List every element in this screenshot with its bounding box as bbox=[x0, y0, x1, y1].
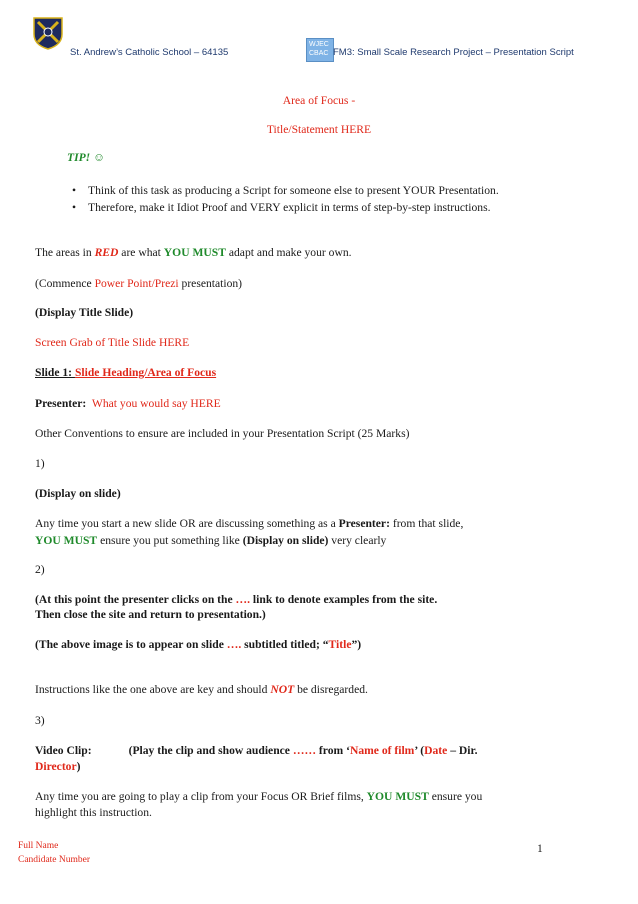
tip-label: TIP! ☺ bbox=[67, 151, 105, 164]
tip-bullet-1-text: Think of this task as producing a Script for someone else to present YOUR Presentation. bbox=[88, 184, 499, 197]
other-conventions-line: Other Conventions to ensure are included in your Presentation Script (25 Marks) bbox=[35, 427, 410, 440]
bullet-icon: • bbox=[72, 184, 77, 197]
item-number-2: 2) bbox=[35, 563, 45, 576]
commence-presentation-line bbox=[35, 276, 242, 291]
you-must-keyword: YOU MUST bbox=[366, 790, 429, 803]
text-run: ensure you put something like bbox=[97, 534, 243, 547]
text-run: link to denote examples from the site. bbox=[250, 593, 438, 606]
text-run: ensure you bbox=[428, 790, 483, 803]
text-run: ’ ( bbox=[414, 744, 425, 757]
presenter-clicks-line2: Then close the site and return to presentation.) bbox=[35, 608, 266, 621]
red-text: Power Point/Prezi bbox=[94, 277, 179, 290]
presenter-label: Presenter: bbox=[338, 517, 390, 530]
red-text: Title bbox=[328, 638, 352, 651]
intro-paragraph bbox=[35, 245, 352, 260]
slide-1-heading bbox=[35, 365, 216, 380]
new-slide-instruction-line1 bbox=[35, 516, 463, 531]
text-run: are what bbox=[118, 246, 164, 259]
new-slide-instruction-line2 bbox=[35, 533, 386, 548]
school-crest-logo bbox=[33, 16, 63, 50]
item-number-1: 1) bbox=[35, 457, 45, 470]
text-run: from ‘ bbox=[316, 744, 350, 757]
page-number: 1 bbox=[537, 842, 543, 855]
video-clip-label: Video Clip: bbox=[35, 744, 92, 757]
red-text: …. bbox=[235, 593, 251, 606]
wjec-cbac-logo bbox=[306, 38, 334, 62]
you-must-keyword: YOU MUST bbox=[163, 246, 226, 259]
text-run: (The above image is to appear on slide bbox=[35, 638, 227, 651]
text-run: very clearly bbox=[328, 534, 387, 547]
you-must-keyword: YOU MUST bbox=[35, 534, 98, 547]
text-run: Slide 1: bbox=[35, 366, 75, 379]
display-on-slide-example: (Display on slide) bbox=[35, 487, 121, 500]
text-run: subtitled titled; “ bbox=[241, 638, 329, 651]
title-statement-heading: Title/Statement HERE bbox=[266, 123, 372, 136]
text-run: The areas in bbox=[35, 246, 95, 259]
red-text: Name of film bbox=[349, 744, 415, 757]
red-text: Slide Heading/Area of Focus bbox=[74, 366, 217, 379]
area-of-focus-heading: Area of Focus - bbox=[282, 94, 356, 107]
presenter-clicks-line1 bbox=[35, 592, 437, 607]
red-text: …. bbox=[226, 638, 242, 651]
clip-instruction-line2: highlight this instruction. bbox=[35, 806, 152, 819]
red-text: …… bbox=[292, 744, 317, 757]
text-run: (Commence bbox=[35, 277, 95, 290]
red-text: What you would say HERE bbox=[91, 397, 221, 410]
text-run: ”) bbox=[351, 638, 362, 651]
tip-bullet-2-text: Therefore, make it Idiot Proof and VERY explicit in terms of step-by-step instructions. bbox=[88, 201, 491, 214]
video-clip-line1 bbox=[35, 743, 477, 758]
bullet-icon: • bbox=[72, 201, 77, 214]
text-run: ) bbox=[76, 760, 81, 773]
display-title-slide: (Display Title Slide) bbox=[35, 306, 134, 319]
presenter-line bbox=[35, 396, 221, 411]
not-keyword: NOT bbox=[270, 683, 295, 696]
image-on-slide-line bbox=[35, 637, 361, 652]
screen-grab-placeholder: Screen Grab of Title Slide HERE bbox=[35, 336, 190, 349]
text-run: presentation) bbox=[178, 277, 243, 290]
bold-text: (Display on slide) bbox=[242, 534, 329, 547]
red-keyword: RED bbox=[94, 246, 119, 259]
footer-full-name: Full Name bbox=[18, 841, 59, 851]
video-clip-line2 bbox=[35, 759, 81, 774]
instructions-key-line bbox=[35, 682, 368, 697]
text-run: adapt and make your own. bbox=[225, 246, 352, 259]
text-run: be disregarded. bbox=[294, 683, 368, 696]
clip-instruction-line1 bbox=[35, 789, 482, 804]
text-run: Any time you are going to play a clip from your Focus OR Brief films, bbox=[35, 790, 367, 803]
project-title: FM3: Small Scale Research Project – Presentation Script bbox=[333, 47, 574, 58]
text-run: (Play the clip and show audience bbox=[128, 744, 293, 757]
text-run: Instructions like the one above are key and should bbox=[35, 683, 271, 696]
tip-bullet-2 bbox=[72, 201, 491, 214]
school-name: St. Andrew’s Catholic School – 64135 bbox=[70, 47, 229, 58]
tip-bullet-1 bbox=[72, 184, 499, 197]
item-number-3: 3) bbox=[35, 714, 45, 727]
text-run: Any time you start a new slide OR are discussing something as a bbox=[35, 517, 339, 530]
red-text: Date bbox=[424, 744, 448, 757]
footer-candidate-number: Candidate Number bbox=[18, 855, 91, 865]
text-run: (At this point the presenter clicks on the bbox=[35, 593, 236, 606]
text-run: from that slide, bbox=[389, 517, 464, 530]
wjec-logo-line1: WJEC bbox=[309, 41, 329, 48]
wjec-logo-line2: CBAC bbox=[309, 50, 329, 57]
presenter-label: Presenter: bbox=[35, 397, 87, 410]
text-run: – Dir. bbox=[447, 744, 478, 757]
red-text: Director bbox=[35, 760, 77, 773]
